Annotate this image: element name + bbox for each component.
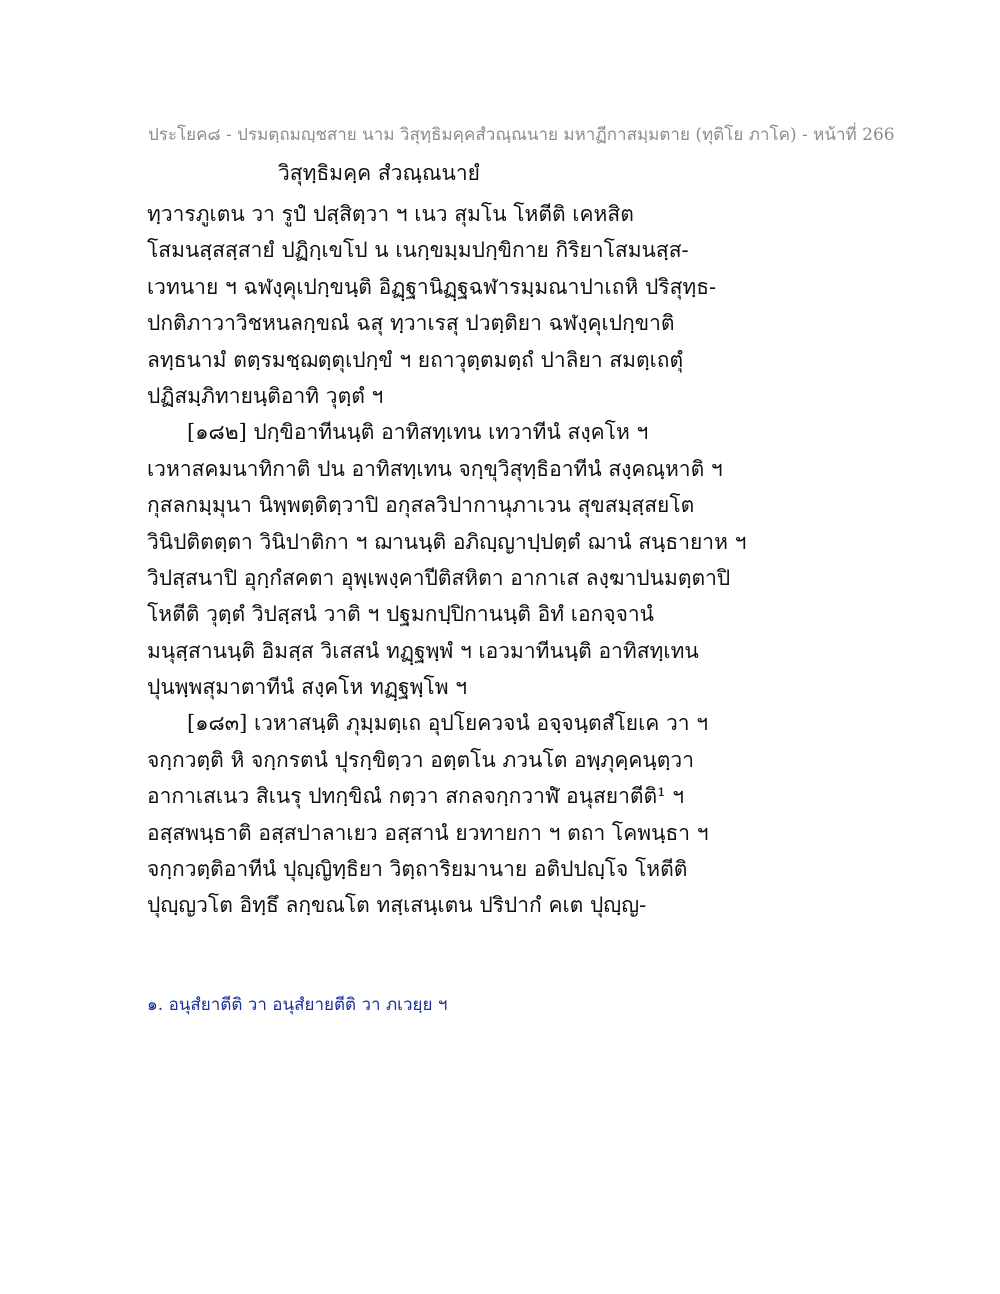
paragraph-start-182: [๑๘๒] ปกฺขิอาทีนนฺติ อาทิสทฺเทน เทวาทีนํ สงฺคโห ฯ bbox=[187, 420, 649, 445]
text-line: ปกติภาวาวิชหนลกฺขณํ ฉสุ ทฺวาเรสุ ปวตฺติยา ฉฬงฺคุเปกฺขาติ bbox=[147, 311, 675, 336]
paragraph-start-183: [๑๘๓] เวหาสนฺติ ภุมฺมตฺเถ อุปโยควจนํ อจฺจนฺตสํโยเค วา ฯ bbox=[187, 711, 709, 736]
section-title: วิสุทฺธิมคฺค สํวณฺณนายํ bbox=[278, 161, 480, 185]
text-line: ทฺวารภูเตน วา รูปํ ปสฺสิตฺวา ฯ เนว สุมโน โหตีติ เคหสิต bbox=[147, 202, 634, 226]
text-line: จกฺกวตฺติอาทีนํ ปุญฺญิทฺธิยา วิตฺถาริยมานาย อติปปญฺโจ โหตีติ bbox=[147, 857, 688, 882]
text-line: วิปสฺสนาปิ อุกฺกํสคตา อุพฺเพงฺคาปีติสหิตา อากาเส ลงฺฆาปนมตฺตาปิ bbox=[147, 565, 731, 590]
text-line: อสฺสพนฺธาติ อสฺสปาลาเยว อสฺสานํ ยวทายกา ฯ ตถา โคพนฺธา ฯ bbox=[147, 820, 709, 845]
text-line: ปฏิสมฺภิทายนฺติอาทิ วุตฺตํ ฯ bbox=[147, 383, 384, 408]
text-line: มนุสฺสานนฺติ อิมสฺส วิเสสนํ ทฏฺฐพฺพํ ฯ เอวมาทีนนฺติ อาทิสทฺเทน bbox=[147, 638, 699, 663]
text-line: จกฺกวตฺติ หิ จกฺกรตนํ ปุรกฺขิตฺวา อตฺตโน ภวนโต อพฺภุคฺคนฺตฺวา bbox=[147, 747, 695, 772]
text-line: เวทนาย ฯ ฉฬงฺคุเปกฺขนฺติ อิฏฺฐานิฏฺฐฉฬารมฺมณาปาเถหิ ปริสุทฺธ- bbox=[147, 274, 717, 299]
text-line: โหตีติ วุตฺตํ วิปสฺสนํ วาติ ฯ ปฐมกปฺปิกานนฺติ อิทํ เอกจฺจานํ bbox=[147, 602, 655, 627]
text-line: ปุนพฺพสุมาตาทีนํ สงฺคโห ทฏฺฐพฺโพ ฯ bbox=[147, 675, 468, 700]
text-line: เวหาสคมนาทิกาติ ปน อาทิสทฺเทน จกฺขุวิสุทฺธิอาทีนํ สงฺคณฺหาติ ฯ bbox=[147, 456, 723, 481]
body-text bbox=[147, 196, 967, 924]
text-line: ลทฺธนามํ ตตฺรมชฺฌตฺตุเปกฺขํ ฯ ยถาวุตฺตมตฺถํ ปาลิยา สมตฺเถตุํ bbox=[147, 347, 684, 372]
page-header: ประโยค๘ - ปรมตฺถมญฺชสาย นาม วิสุทฺธิมคฺคสํวณฺณนาย มหาฏีกาสมฺมตาย (ทุติโย ภาโค) - หน้าที่ 266 bbox=[148, 125, 895, 145]
text-line: โสมนสฺสสฺสายํ ปฏิกฺเขโป น เนกฺขมฺมปกฺขิกาย กิริยาโสมนสฺส- bbox=[147, 238, 689, 263]
text-line: ปุญฺญวโต อิทฺธึ ลกฺขณโต ทสฺเสนฺเตน ปริปากํ คเต ปุญฺญ- bbox=[147, 893, 647, 918]
text-line: กุสลกมฺมุนา นิพฺพตฺติตฺวาปิ อกุสลวิปากานุภาเวน สุขสมฺสฺสยโต bbox=[147, 493, 695, 518]
text-line: วินิปติตตฺตา วินิปาติกา ฯ ฌานนฺติ อภิญฺญาปฺปตฺตํ ฌานํ สนฺธายาห ฯ bbox=[147, 529, 747, 554]
footnote: ๑. อนุสํยาตีติ วา อนุสํยายตีติ วา ภเวยฺย ฯ bbox=[147, 995, 448, 1015]
text-line: อากาเสเนว สิเนรุ ปทกฺขิณํ กตฺวา สกลจกฺกวาฬํ อนุสยาตีติ¹ ฯ bbox=[147, 784, 685, 809]
